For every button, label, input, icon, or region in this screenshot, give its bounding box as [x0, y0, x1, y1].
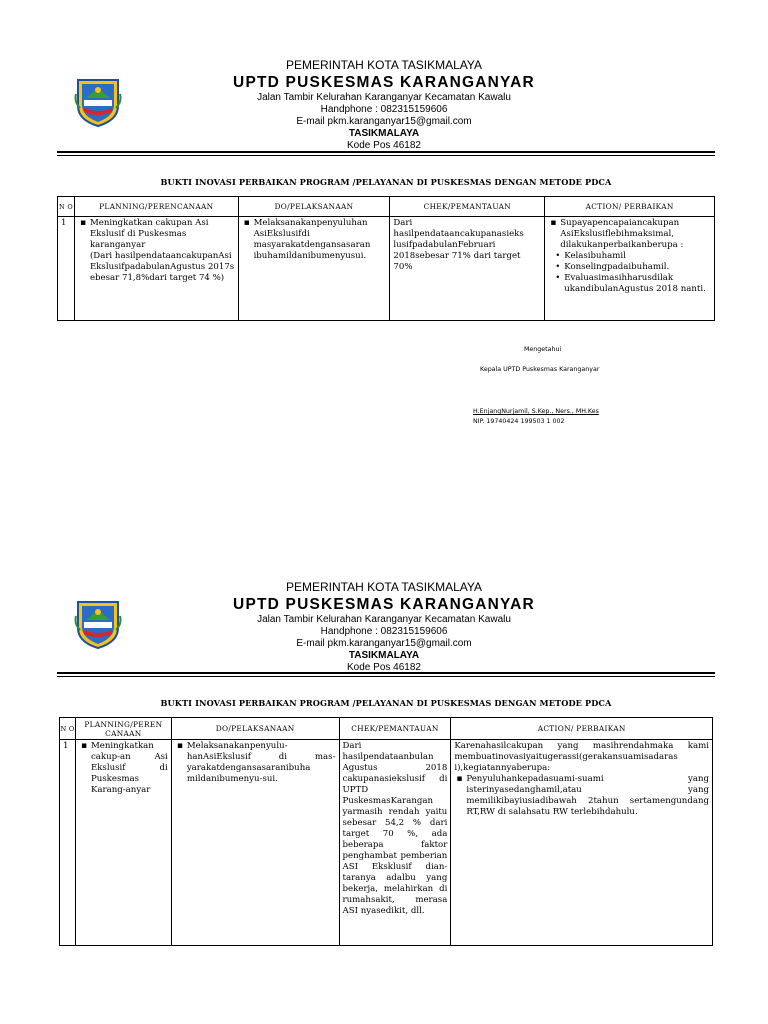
phone: Handphone : 082315159606: [320, 626, 448, 637]
col-header-action: ACTION/ PERBAIKAN: [545, 197, 715, 217]
letterhead: [0, 58, 768, 152]
phone: Handphone : 082315159606: [320, 104, 448, 115]
city: TASIKMALAYA: [348, 650, 420, 661]
address: Jalan Tambir Kelurahan Karanganyar Kecamatan Kawalu: [257, 614, 511, 625]
document-title: BUKTI INOVASI PERBAIKAN PROGRAM /PELAYANAN DI PUSKESMAS DENGAN METODE PDCA: [160, 177, 612, 187]
planning-item: ▪ Meningkatkan cakupan Asi Ekslusif di Puskesmas karanganyar: [90, 218, 235, 251]
planning-cell: [74, 217, 238, 321]
col-header-action: ACTION/ PERBAIKAN: [451, 718, 713, 740]
planning-cell: [75, 740, 171, 946]
row-number: 1: [58, 217, 75, 321]
letterhead-divider: [57, 672, 715, 677]
table-header-row: [60, 718, 713, 740]
city: TASIKMALAYA: [348, 128, 420, 139]
planning-note: (Dari hasilpendataancakupanAsiEkslusifpadabulanAgustus 2017sebesar 71,8%dari target 74 %): [89, 251, 235, 283]
col-header-check: CHEK/PEMANTAUAN: [390, 197, 545, 217]
action-cell: [545, 217, 715, 321]
planning-item: ▪ Meningkatkan cakup-an Asi Ekslusif di Puskesmas Karang-anyar: [91, 741, 168, 796]
check-cell: Dari hasilpendataancakupanasieks lusifpadabulanFebruari 2018sebesar 71% dari target 70%: [390, 217, 545, 321]
check-cell: Dari hasilpendataanbulan Agustus 2018 cakupanasiekslusif di UPTD PuskesmasKarangan yarmasih rendah yaitu sebesar 54,2 % dari target 70 %, ada beberapa faktor penghambat pemberian ASI Eksklusif dian-taranya adalbu yang bekerja, melahirkan di rumahsakit, merasa ASI nyasedikit, dll.: [339, 740, 451, 946]
institution-name: UPTD PUSKESMAS KARANGANYAR: [233, 74, 535, 91]
email: E-mail pkm.karanganyar15@gmail.com: [296, 116, 472, 127]
signature-name: H.EnjangNurjamil, S.Kep., Ners., MH.Kes: [473, 408, 599, 415]
pdca-table: [59, 717, 713, 946]
government-name: PEMERINTAH KOTA TASIKMALAYA: [285, 58, 483, 72]
do-cell: [171, 740, 339, 946]
col-header-no: N O: [58, 197, 75, 217]
col-header-check: CHEK/PEMANTAUAN: [339, 718, 451, 740]
action-item: ▪ Supayapencapaiancakupan AsiEkslusiflebihmaksimal, dilakukanperbaikanberupa :: [560, 218, 711, 251]
table-row: [58, 217, 715, 321]
action-intro: Karenahasilcakupan yang masihrendahmaka kami membuatinovasiyaitugerassi(gerakansuamisadaras i),kegiatannyaberupa:: [454, 741, 709, 773]
postal-code: Kode Pos 46182: [347, 140, 421, 151]
row-number: 1: [60, 740, 76, 946]
action-subitem: • Evaluasimasihharusdilak ukandibulanAgustus 2018 nanti.: [564, 273, 711, 295]
do-item: ▪ Melaksanakanpenyuluhan AsiEkslusifdi masyarakatdengansasaran ibuhamildanibumenyusui.: [254, 218, 387, 262]
government-name: PEMERINTAH KOTA TASIKMALAYA: [285, 580, 483, 594]
email: E-mail pkm.karanganyar15@gmail.com: [296, 638, 472, 649]
institution-name: UPTD PUSKESMAS KARANGANYAR: [233, 596, 535, 613]
col-header-no: N O: [60, 718, 76, 740]
do-item: ▪ Melaksanakanpenyulu-hanAsiEkslusif di mas-yarakatdengansasaranibuha mildanibumenyu-sui.: [187, 741, 336, 785]
table-header-row: [58, 197, 715, 217]
action-item: ▪ Penyuluhankepadasuami-suami yang isterinyasedanghamil,atau yang memilikibayiusiadibawah 2tahun sertamengundang RT,RW di salahsatu RW terlebihdahulu.: [466, 774, 709, 818]
address: Jalan Tambir Kelurahan Karanganyar Kecamatan Kawalu: [257, 92, 511, 103]
action-subitem: • Konselingpadaibuhamil.: [564, 262, 711, 273]
letterhead: [0, 580, 768, 674]
postal-code: Kode Pos 46182: [347, 662, 421, 673]
letterhead-divider: [57, 151, 715, 156]
col-header-do: DO/PELAKSANAAN: [171, 718, 339, 740]
action-cell: [451, 740, 713, 946]
signature-position: Kepala UPTD Puskesmas Karanganyar: [480, 366, 600, 373]
signature-known: Mengetahui: [524, 346, 562, 353]
do-cell: [238, 217, 390, 321]
pdca-table: [57, 196, 715, 321]
document-title: BUKTI INOVASI PERBAIKAN PROGRAM /PELAYANAN DI PUSKESMAS DENGAN METODE PDCA: [160, 698, 612, 708]
table-row: [60, 740, 713, 946]
action-subitem: • Kelasibuhamil: [564, 251, 711, 262]
col-header-planning: PLANNING/PEREN CANAAN: [75, 718, 171, 740]
col-header-planning: PLANNING/PERENCANAAN: [74, 197, 238, 217]
col-header-do: DO/PELAKSANAAN: [238, 197, 390, 217]
signature-nip: NIP. 19740424 199503 1 002: [473, 418, 565, 425]
